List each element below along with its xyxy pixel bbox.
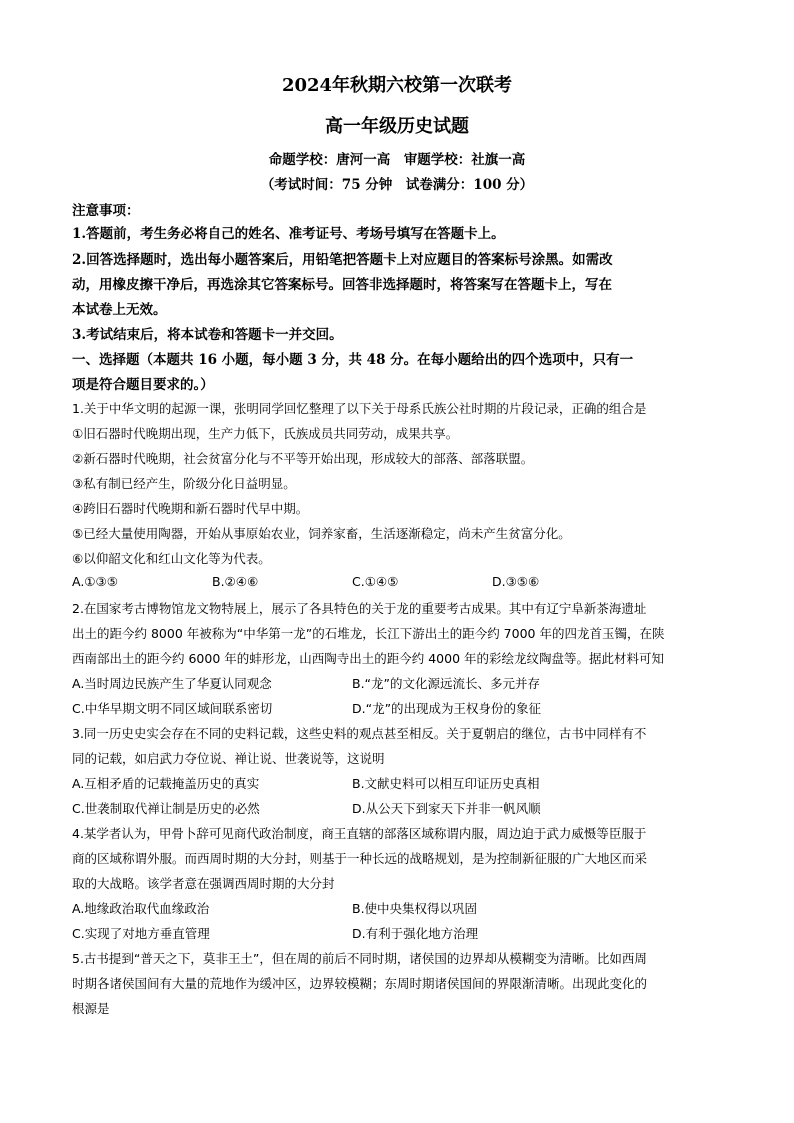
notice-item-2-line-2: 动，用橡皮擦干净后，再选涂其它答案标号。回答非选择题时，将答案写在答题卡上，写在 xyxy=(72,277,612,293)
q4-option-d: D.有利于强化地方治理 xyxy=(352,926,479,941)
q1-statement-1: ①旧石器时代晚期出现，生产力低下，氏族成员共同劳动，成果共享。 xyxy=(72,426,459,441)
q2-option-d: D.“龙”的出现成为王权身份的象征 xyxy=(352,701,542,716)
q4-stem-line-3: 取的大战略。该学者意在强调西周时期的大分封 xyxy=(72,876,335,891)
q1-statement-3: ③私有制已经产生，阶级分化日益明显。 xyxy=(72,476,296,491)
notice-heading: 注意事项： xyxy=(72,203,140,219)
q4-stem-line-1: 4.某学者认为，甲骨卜辞可见商代政治制度，商王直辖的部落区域称谓内服，周边迫于武力威慑等臣服于 xyxy=(72,826,647,841)
q5-stem-line-1: 5.古书提到“普天之下，莫非王土”，但在周的前后不同时期，诸侯国的边界却从模糊变为清晰。比如西周 xyxy=(72,951,647,966)
q5-stem-line-2: 时期各诸侯国间有大量的荒地作为缓冲区，边界较模糊；东周时期诸侯国间的界限渐清晰。出现此变化的 xyxy=(72,976,648,991)
q1-stem: 1.关于中华文明的起源一课，张明同学回忆整理了以下关于母系氏族公社时期的片段记录，正确的组合是 xyxy=(72,401,647,416)
q1-statement-2: ②新石器时代晚期，社会贫富分化与不平等开始出现，形成较大的部落、部落联盟。 xyxy=(72,451,534,466)
q1-statement-5: ⑤已经大量使用陶器，开始从事原始农业，饲养家畜，生活逐渐稳定，尚未产生贫富分化。 xyxy=(72,526,571,541)
notice-item-2-line-3: 本试卷上无效。 xyxy=(72,302,167,318)
exam-subtitle: 高一年级历史试题 xyxy=(325,116,469,137)
q3-option-d: D.从公天下到家天下并非一帆风顺 xyxy=(352,801,541,816)
q4-option-c: C.实现了对地方垂直管理 xyxy=(72,926,210,941)
section-heading-line-1: 一、选择题（本题共 16 小题，每小题 3 分，共 48 分。在每小题给出的四个选项中，只有一 xyxy=(72,352,634,368)
q2-stem-line-3: 西南部出土的距今约 6000 年的蚌形龙，山西陶寺出土的距今约 4000 年的彩绘龙纹陶盘等。据此材料可知 xyxy=(72,651,665,666)
notice-item-1: 1.答题前，考生务必将自己的姓名、准考证号、考场号填写在答题卡上。 xyxy=(72,226,505,242)
q5-stem-line-3: 根源是 xyxy=(72,1001,110,1016)
q3-option-a: A.互相矛盾的记载掩盖历史的真实 xyxy=(72,776,260,791)
q1-statement-6: ⑥以仰韶文化和红山文化等为代表。 xyxy=(72,551,271,566)
exam-info: （考试时间：75 分钟 试卷满分：100 分） xyxy=(260,177,534,193)
q3-stem-line-1: 3.同一历史史实会存在不同的史料记载，这些史料的观点甚至相反。关于夏朝启的继位，古书中同样有不 xyxy=(72,726,647,741)
q1-option-b: B.②④⑥ xyxy=(212,574,259,589)
q4-option-b: B.使中央集权得以巩固 xyxy=(352,901,478,916)
q3-option-c: C.世袭制取代禅让制是历史的必然 xyxy=(72,801,260,816)
q2-stem-line-2: 出土的距今约 8000 年被称为“中华第一龙”的石堆龙，长江下游出土的距今约 7000 年的四龙首玉镯，在陕 xyxy=(72,626,665,641)
q4-stem-line-2: 商的区域称谓外服。而西周时期的大分封，则基于一种长远的战略规划，是为控制新征服的广大地区而采 xyxy=(72,851,648,866)
q1-option-d: D.③⑤⑥ xyxy=(492,574,540,589)
school-info: 命题学校：唐河一高 审题学校：社旗一高 xyxy=(268,152,526,168)
q2-stem-line-1: 2.在国家考古博物馆龙文物特展上，展示了各具特色的关于龙的重要考古成果。其中有辽宁阜新茶海遗址 xyxy=(72,601,647,616)
notice-item-2-line-1: 2.回答选择题时，选出每小题答案后，用铅笔把答题卡上对应题目的答案标号涂黑。如需改 xyxy=(72,252,613,268)
q1-statement-4: ④跨旧石器时代晚期和新石器时代早中期。 xyxy=(72,501,309,516)
notice-item-3: 3.考试结束后，将本试卷和答题卡一并交回。 xyxy=(72,327,343,343)
q1-option-a: A.①③⑤ xyxy=(72,574,118,589)
exam-title: 2024年秋期六校第一次联考 xyxy=(281,75,513,96)
q1-option-c: C.①④⑤ xyxy=(352,574,399,589)
q2-option-c: C.中华早期文明不同区域间联系密切 xyxy=(72,701,273,716)
q2-option-a: A.当时周边民族产生了华夏认同观念 xyxy=(72,676,272,691)
q3-option-b: B.文献史料可以相互印证历史真相 xyxy=(352,776,540,791)
section-heading-line-2: 项是符合题目要求的。） xyxy=(72,377,214,393)
q2-option-b: B.“龙”的文化源远流长、多元并存 xyxy=(352,676,541,691)
q4-option-a: A.地缘政治取代血缘政治 xyxy=(72,901,210,916)
q3-stem-line-2: 同的记载，如启武力夺位说、禅让说、世袭说等，这说明 xyxy=(72,751,385,766)
